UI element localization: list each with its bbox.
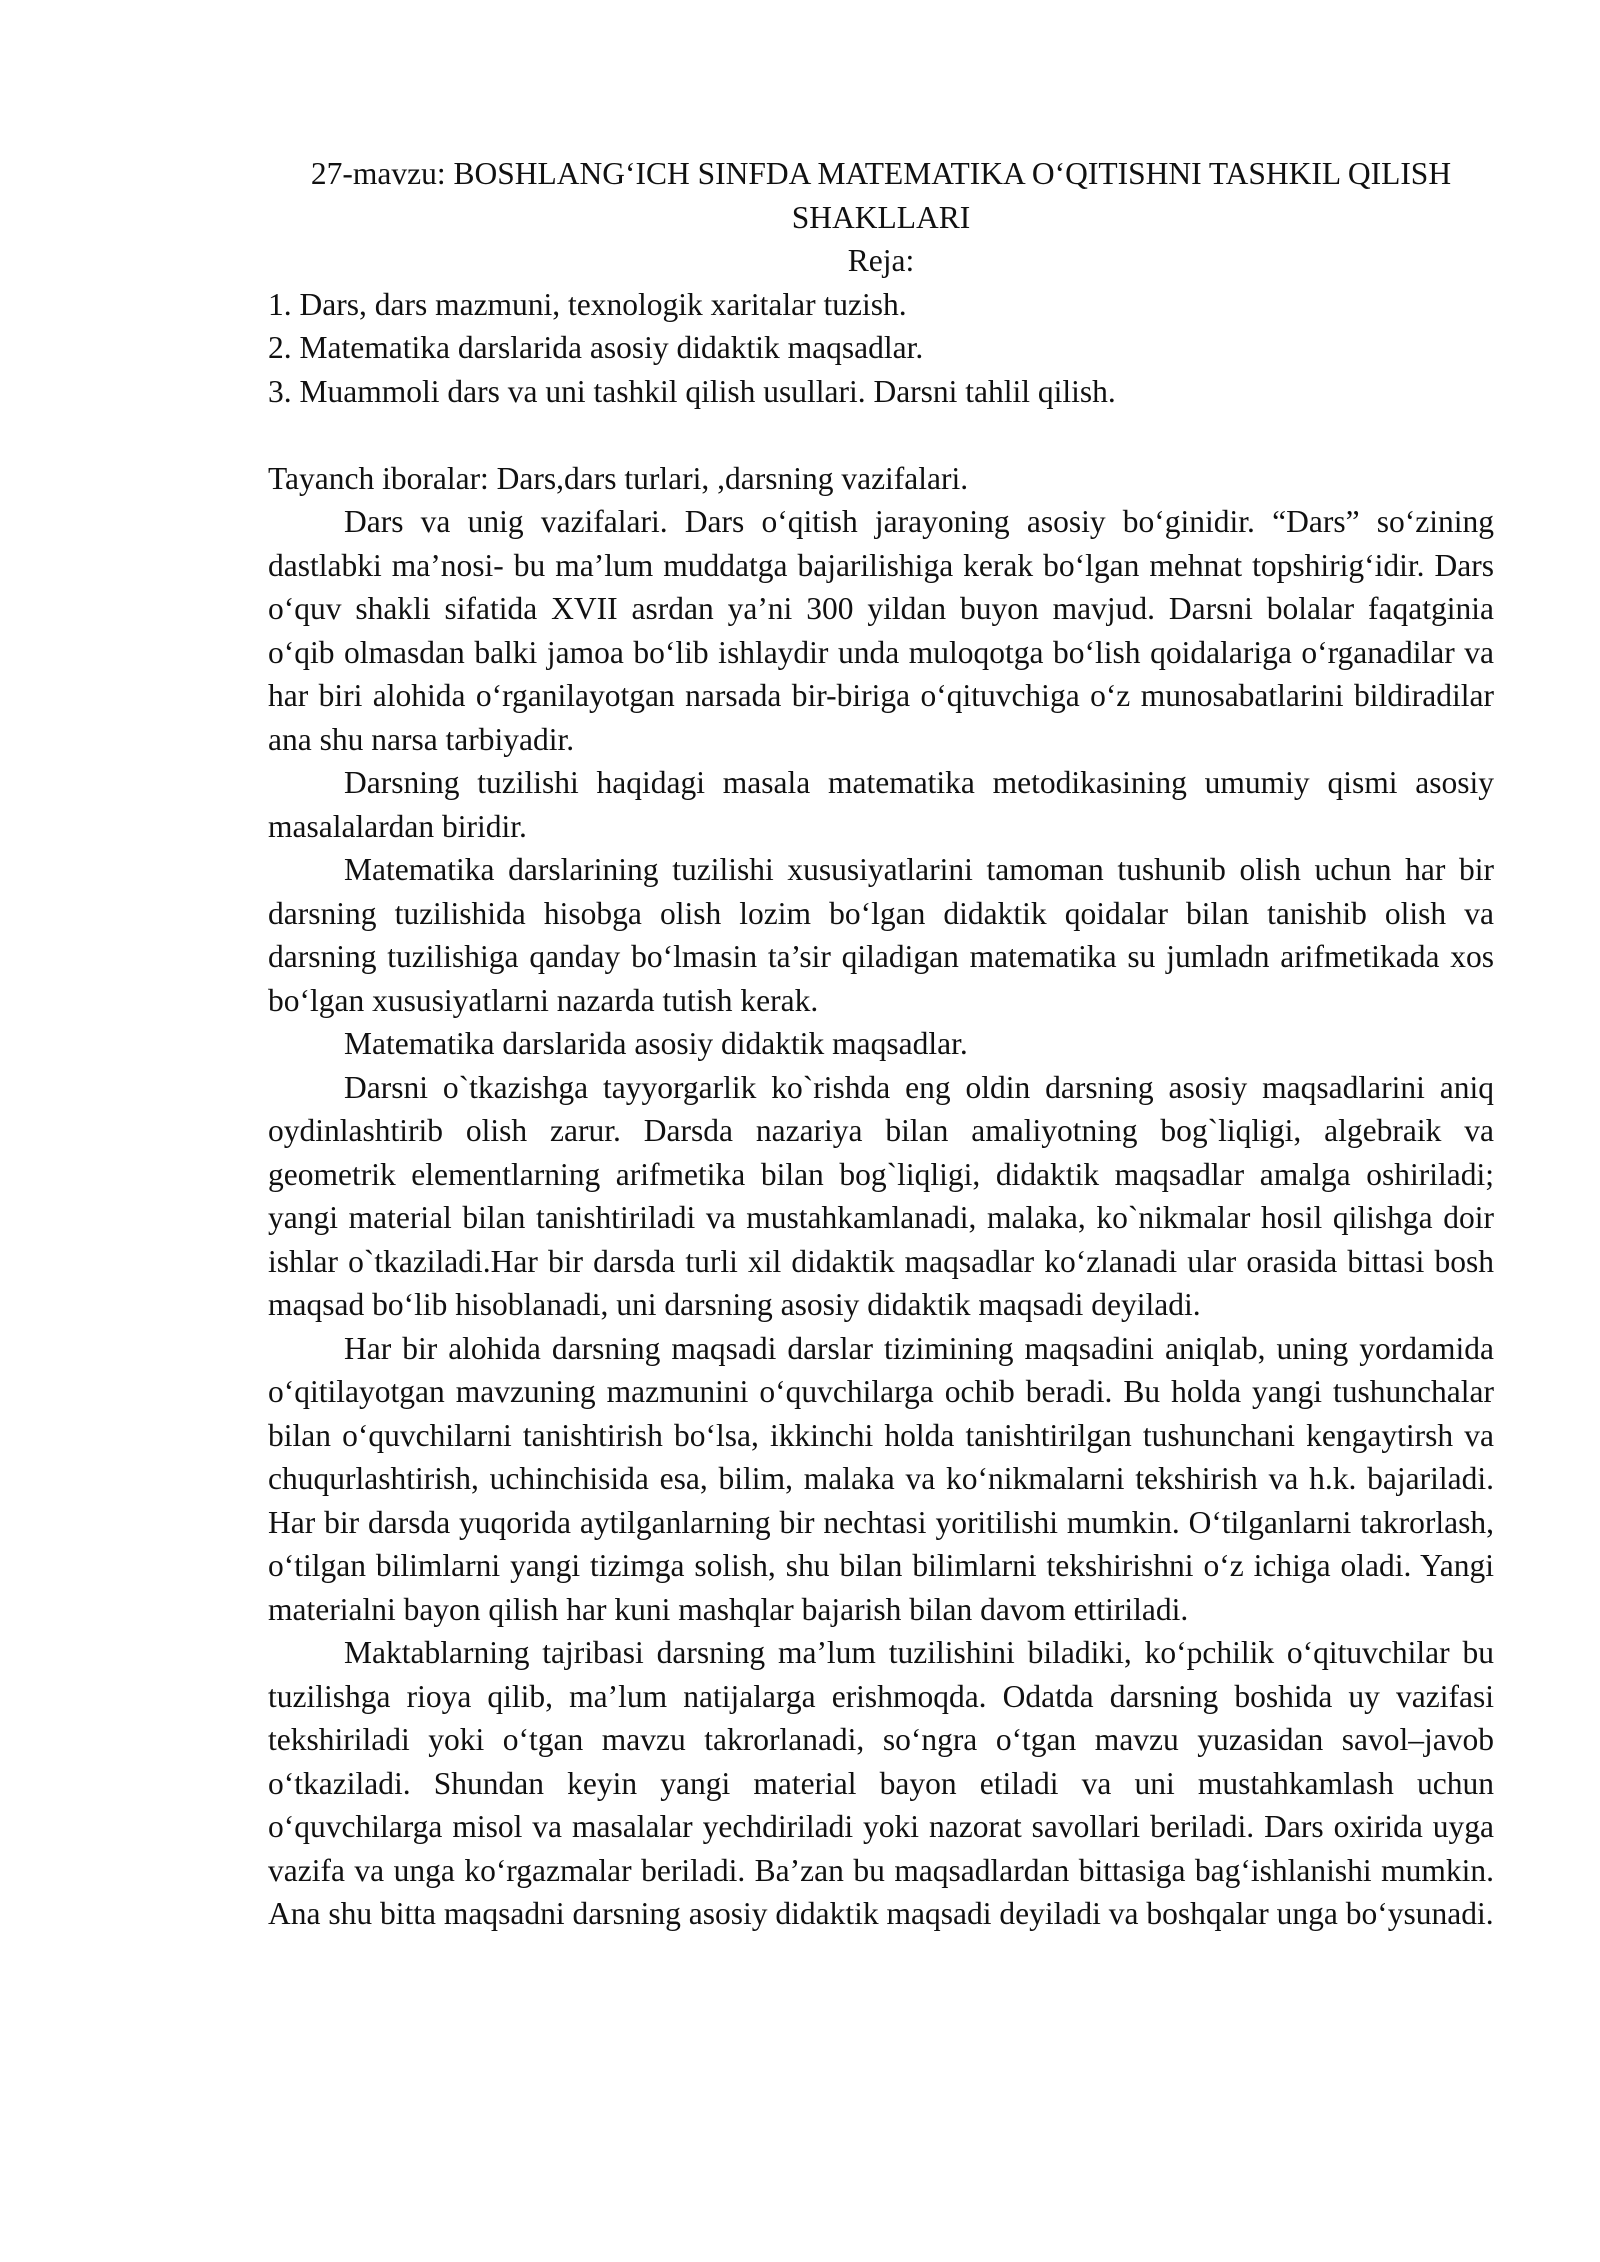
- plan-item: 2. Matematika darslarida asosiy didaktik maqsadlar.: [268, 330, 924, 365]
- document-title: 27-mavzu: BOSHLANG‘ICH SINFDA MATEMATIKA O‘QITISHNI TASHKIL QILISH SHAKLLARI: [310, 156, 1452, 235]
- paragraph: Matematika darslarining tuzilishi xususiyatlarini tamoman tushunib olish uchun har bir darsning tuzilishida hisobga olish lozim bo‘lgan didaktik qoidalar bilan tanishib olish va darsning tuzilishiga qanday bo‘lmasin ta’sir qiladigan matematika su jumladn arifmetikada xos bo‘lgan xususiyatlarni nazarda tutish kerak.: [268, 852, 1494, 1018]
- section-heading: Matematika darslarida asosiy didaktik maqsadlar.: [344, 1026, 968, 1061]
- paragraph: Maktablarning tajribasi darsning ma’lum tuzilishini biladiki, ko‘pchilik o‘qituvchilar bu tuzilishga rioya qilib, ma’lum natijalarga erishmoqda. Odatda darsning boshida uy vazifasi tekshiriladi yoki o‘tgan mavzu takrorlanadi, so‘ngra o‘tgan mavzu yuzasidan savol–javob o‘tkaziladi. Shundan keyin yangi material bayon etiladi va uni mustahkamlash uchun o‘quvchilarga misol va masalalar yechdiriladi yoki nazorat savollari beriladi. Dars oxirida uyga vazifa va unga ko‘rgazmalar beriladi. Ba’zan bu maqsadlardan bittasiga bag‘ishlanishi mumkin. Ana shu bitta maqsadni darsning asosiy didaktik maqsadi deyiladi va boshqalar unga bo‘ysunadi.: [268, 1635, 1494, 1931]
- paragraph: Har bir alohida darsning maqsadi darslar tizimining maqsadini aniqlab, uning yordamida o‘qitilayotgan mavzuning mazmunini o‘quvchilarga ochib beradi. Bu holda yangi tushunchalar bilan o‘quvchilarni tanishtirish bo‘lsa, ikkinchi holda tanishtirilgan tushunchani kengaytirsh va chuqurlashtirish, uchinchisida esa, bilim, malaka va ko‘nikmalarni tekshirish va h.k. bajariladi. Har bir darsda yuqorida aytilganlarning bir nechtasi yoritilishi mumkin. O‘tilganlarni takrorlash, o‘tilgan bilimlarni yangi tizimga solish, shu bilan bilimlarni tekshirishni o‘z ichiga oladi. Yangi materialni bayon qilish har kuni mashqlar bajarish bilan davom ettiriladi.: [268, 1330, 1494, 1627]
- plan-list: [268, 283, 1494, 414]
- document-page: [268, 152, 1494, 1936]
- paragraph: Darsni o`tkazishga tayyorgarlik ko`rishda eng oldin darsning asosiy maqsadlarini aniq oydinlashtirib olish zarur. Darsda nazariya bilan amaliyotning bog`liqligi, algebraik va geometrik elementlarning arifmetika bilan bog`liqligi, didaktik maqsadlar amalga oshiriladi; yangi material bilan tanishtiriladi va mustahkamlanadi, malaka, ko`nikmalar hosil qilishga doir ishlar o`tkaziladi.Har bir darsda turli xil didaktik maqsadlar ko‘zlanadi ular orasida bittasi bosh maqsad bo‘lib hisoblanadi, uni darsning asosiy didaktik maqsadi deyiladi.: [268, 1069, 1494, 1322]
- plan-item: 3. Muammoli dars va uni tashkil qilish usullari. Darsni tahlil qilish.: [268, 373, 1116, 409]
- paragraph: Darsning tuzilishi haqidagi masala matematika metodikasining umumiy qismi asosiy masalalardan biridir.: [268, 765, 1494, 844]
- plan-heading: Reja:: [847, 243, 915, 278]
- paragraph: Dars va unig vazifalari. Dars o‘qitish jarayoning asosiy bo‘ginidir. “Dars” so‘zining dastlabki ma’nosi- bu ma’lum muddatga bajarilishiga kerak bo‘lgan mehnat topshirig‘idir. Dars o‘quv shakli sifatida XVII asrdan ya’ni 300 yildan buyon mavjud. Darsni bolalar faqatginia o‘qib olmasdan balki jamoa bo‘lib ishlaydir unda muloqotga bo‘lish qoidalariga o‘rganadilar va har biri alohida o‘rganilayotgan narsada bir-biriga o‘qituvchiga o‘z munosabatlarini bildiradilar ana shu narsa tarbiyadir.: [268, 504, 1494, 757]
- keywords-line: Tayanch iboralar: Dars,dars turlari, ,darsning vazifalari.: [268, 460, 969, 496]
- plan-item: 1. Dars, dars mazmuni, texnologik xaritalar tuzish.: [268, 286, 907, 322]
